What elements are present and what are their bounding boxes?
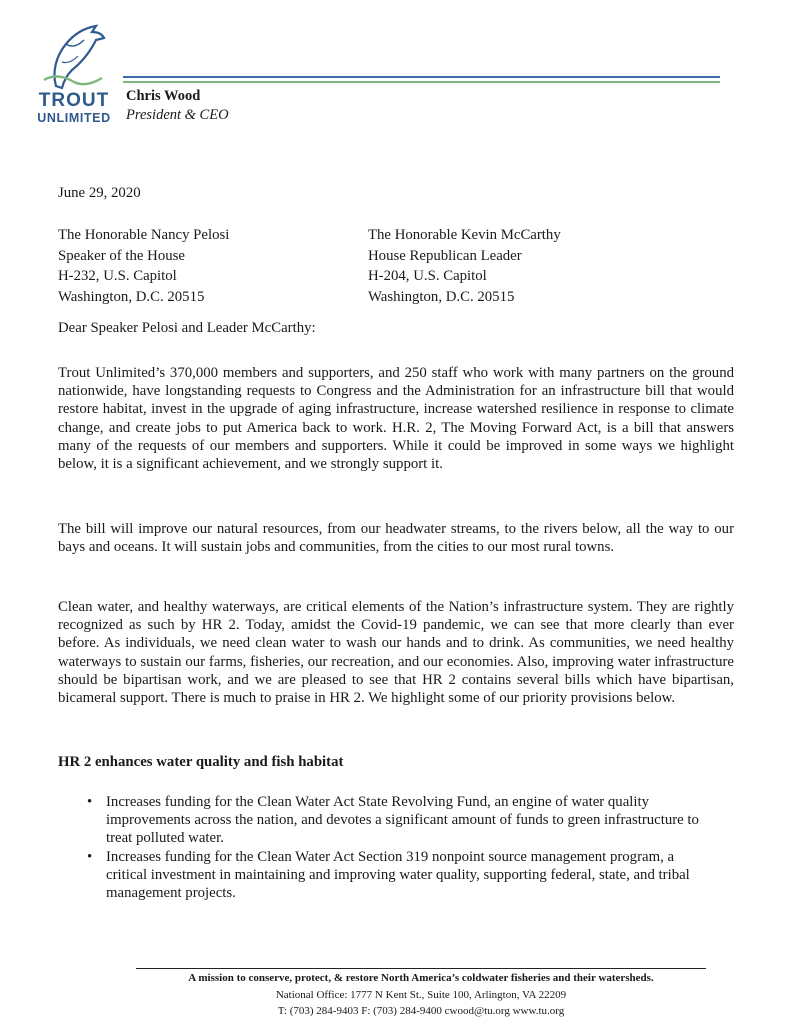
list-item-text: Increases funding for the Clean Water Act Section 319 nonpoint source management program, a critical investment in maintaining and improving water quality, supporting federal, state, and tribal management projects. bbox=[106, 848, 690, 902]
address-line: H-232, U.S. Capitol bbox=[58, 268, 177, 284]
footer-contact: T: (703) 284-9403 F: (703) 284-9400 cwood@tu.org www.tu.org bbox=[277, 1005, 565, 1017]
address-line: Washington, D.C. 20515 bbox=[368, 288, 515, 305]
salutation: Dear Speaker Pelosi and Leader McCarthy: bbox=[58, 320, 316, 336]
provision-list bbox=[58, 793, 734, 902]
letterhead-rule-blue bbox=[123, 76, 720, 78]
address-line: House Republican Leader bbox=[368, 247, 522, 264]
letter-date: June 29, 2020 bbox=[58, 185, 141, 201]
list-item bbox=[58, 848, 734, 903]
sender-title: President & CEO bbox=[126, 107, 229, 123]
body-paragraph: Trout Unlimited’s 370,000 members and supporters, and 250 staff who work with many partners on the ground nationwide, have longstanding requests to Congress and the Administration for an infrastructure bill that would restore habitat, invest in the upgrade of aging infrastructure, increase watershed resilience in response to climate change, and create jobs to put America back to work. H.R. 2, The Moving Forward Act, is a bill that answers many of the requests of our members and supporters. While it could be improved in some ways we highlight below, it is a significant achievement, and we strongly support it. bbox=[58, 365, 734, 473]
address-line: The Honorable Kevin McCarthy bbox=[368, 227, 561, 243]
address-line: H-204, U.S. Capitol bbox=[368, 268, 487, 284]
address-line: The Honorable Nancy Pelosi bbox=[58, 227, 230, 243]
list-item-text: Increases funding for the Clean Water Act State Revolving Fund, an engine of water quality improvements across the nation, and devotes a significant amount of funds to green infrastructure to treat polluted water. bbox=[106, 794, 699, 847]
list-item bbox=[58, 793, 734, 848]
body-paragraph: Clean water, and healthy waterways, are critical elements of the Nation’s infrastructure system. They are rightly recognized as such by HR 2. Today, amidst the Covid-19 pandemic, we can see that more clearly than ever before. As individuals, we need clean water to wash our hands and to drink. As communities, we need healthy waterways to sustain our farms, fisheries, our recreation, and our economies. Also, improving water infrastructure should be bipartisan work, and we are pleased to see that HR 2 contains several bills which have bipartisan, bicameral support. There is much to praise in HR 2. We highlight some of our priority provisions below. bbox=[58, 599, 734, 707]
bullet-icon: • bbox=[87, 794, 93, 810]
footer-mission: A mission to conserve, protect, & restore North America’s coldwater fisheries and their watersheds. bbox=[188, 972, 654, 984]
sender-name: Chris Wood bbox=[126, 88, 201, 104]
recipient-address-pelosi bbox=[58, 225, 229, 307]
recipient-address-mccarthy bbox=[368, 225, 561, 307]
logo-wordmark-trout: TROUT bbox=[38, 90, 110, 111]
letterhead-rule-green bbox=[123, 81, 720, 83]
body-paragraph: The bill will improve our natural resources, from our headwater streams, to the rivers below, all the way to our bays and oceans. It will sustain jobs and communities, from the cities to our most rural towns. bbox=[58, 521, 734, 556]
bullet-icon: • bbox=[87, 848, 93, 865]
section-heading: HR 2 enhances water quality and fish habitat bbox=[58, 754, 344, 770]
address-line: Speaker of the House bbox=[58, 247, 185, 264]
footer-office-address: National Office: 1777 N Kent St., Suite 100, Arlington, VA 22209 bbox=[275, 989, 567, 1001]
trout-unlimited-logo bbox=[28, 22, 120, 132]
trout-icon bbox=[42, 22, 106, 90]
footer-rule bbox=[136, 968, 706, 969]
address-line: Washington, D.C. 20515 bbox=[58, 288, 205, 305]
logo-wordmark-unlimited: UNLIMITED bbox=[37, 111, 111, 125]
